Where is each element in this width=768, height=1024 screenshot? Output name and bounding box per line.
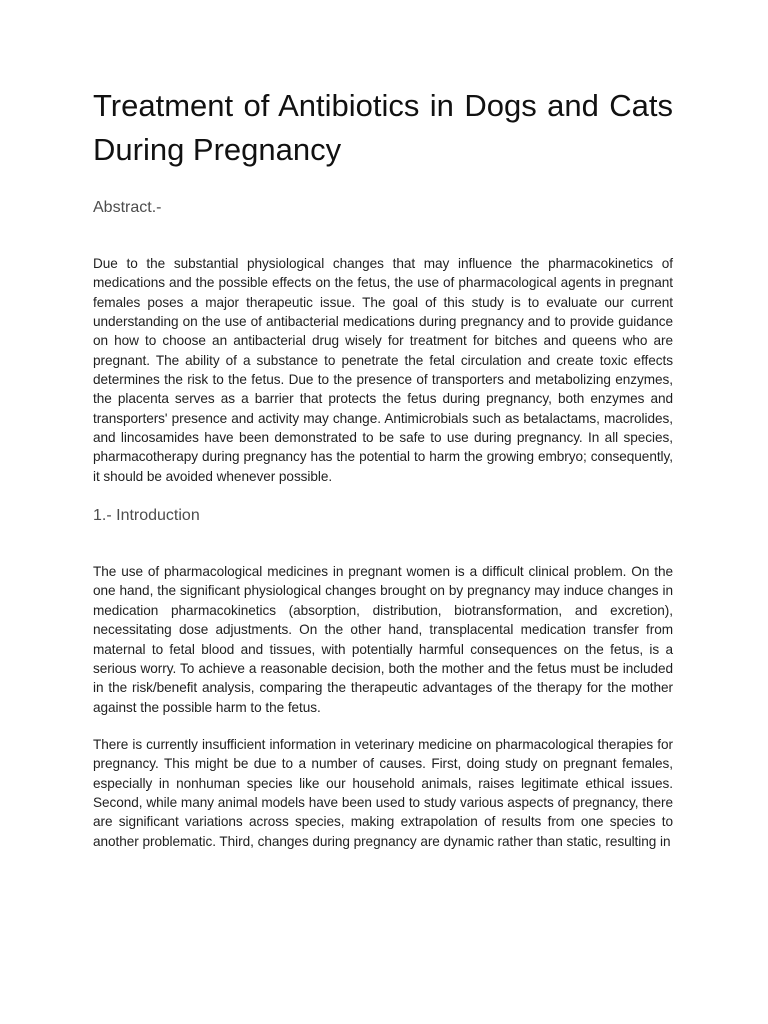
document-title: Treatment of Antibiotics in Dogs and Cats During Pregnancy bbox=[93, 88, 673, 167]
introduction-paragraph-2: There is currently insufficient information in veterinary medicine on pharmacological therapies for pregnancy. This might be due to a number of causes. First, doing study on pregnant females, especially in nonhuman species like our household animals, raises legitimate ethical issues. Second, while many animal models have been used to study various aspects of pregnancy, there are significant variations across species, making extrapolation of results from one species to another problematic. Third, changes during pregnancy are dynamic rather than static, resulting in bbox=[93, 736, 673, 849]
abstract-heading: Abstract.- bbox=[93, 199, 162, 216]
abstract-paragraph: Due to the substantial physiological changes that may influence the pharmacokinetics of medications and the possible effects on the fetus, the use of pharmacological agents in pregnant females poses a major therapeutic issue. The goal of this study is to evaluate our current understanding on the use of antibacterial medications during pregnancy and to provide guidance on how to choose an antibacterial drug wisely for treatment for bitches and queens who are pregnant. The ability of a substance to penetrate the fetal circulation and create toxic effects determines the risk to the fetus. Due to the presence of transporters and metabolizing enzymes, the placenta serves as a barrier that protects the fetus during pregnancy, both enzymes and transporters' presence and activity may change. Antimicrobials such as betalactams, macrolides, and lincosamides have been demonstrated to be safe to use during pregnancy. In all species, pharmacotherapy during pregnancy has the potential to harm the growing embryo; consequently, it should be avoided whenever possible. bbox=[93, 256, 673, 484]
introduction-paragraph-1: The use of pharmacological medicines in pregnant women is a difficult clinical problem. On the one hand, the significant physiological changes brought on by pregnancy may induce changes in medication pharmacokinetics (absorption, distribution, biotransformation, and excretion), necessitating dose adjustments. On the other hand, transplacental medication transfer from maternal to fetal blood and tissues, with potentially harmful consequences on the fetus, is a serious worry. To achieve a reasonable decision, both the mother and the fetus must be included in the risk/benefit analysis, comparing the therapeutic advantages of the therapy for the mother against the possible harm to the fetus. bbox=[93, 564, 673, 715]
introduction-heading: 1.- Introduction bbox=[93, 507, 200, 525]
document-body bbox=[93, 84, 673, 851]
